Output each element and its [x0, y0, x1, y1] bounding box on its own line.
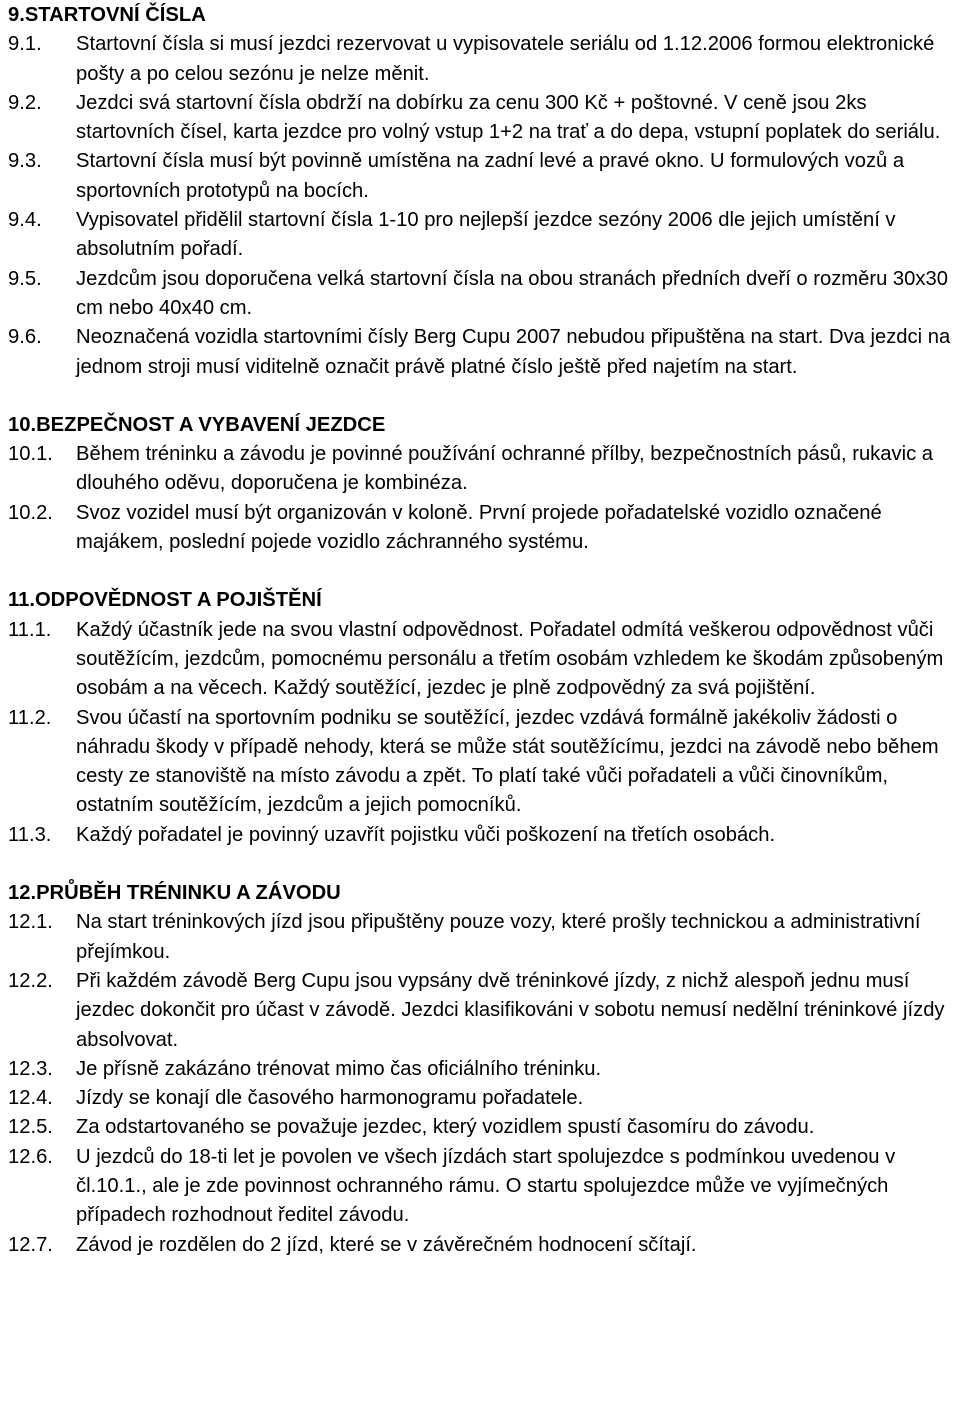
clause-number: 10.1. — [8, 443, 53, 466]
clause-text: Je přísně zakázáno trénovat mimo čas oficiálního tréninku. — [76, 1057, 602, 1080]
clause-number: 10.2. — [8, 501, 53, 524]
clause-9-3 — [8, 147, 954, 206]
clause-number: 9.3. — [8, 150, 42, 173]
clause-number: 11.1. — [8, 618, 52, 641]
clause-text: Během tréninku a závodu je povinné používání ochranné přílby, bezpečnostních pásů, rukavic a dlouhého oděvu, doporučena je kombinéza. — [76, 443, 934, 495]
clause-12-4 — [8, 1084, 954, 1113]
section-spacer — [8, 557, 954, 586]
section-title: ODPOVĚDNOST A POJIŠTĚNÍ — [34, 589, 322, 612]
clause-9-1 — [8, 30, 954, 89]
clause-text: Jízdy se konají dle časového harmonogramu pořadatele. — [76, 1087, 584, 1110]
section-heading — [8, 411, 954, 440]
clause-number: 11.2. — [8, 706, 52, 729]
clause-9-2 — [8, 89, 954, 148]
section-number: 9. — [8, 4, 25, 26]
clause-number: 12.4. — [8, 1087, 53, 1110]
clause-text: Vypisovatel přidělil startovní čísla 1-10 pro nejlepší jezdce sezóny 2006 dle jejich umístění v absolutním pořadí. — [76, 209, 896, 261]
section-9 — [8, 1, 954, 382]
clause-text: Jezdcům jsou doporučena velká startovní čísla na obou stranách předních dveří o rozměru 30x30 cm nebo 40x40 cm. — [76, 267, 948, 319]
clause-text: Při každém závodě Berg Cupu jsou vypsány dvě tréninkové jízdy, z nichž alespoň jednu musí jezdec dokončit pro účast v závodě. Jezdci klasifikováni v sobotu nemusí nedělní tréninkové jízdy absolvovat. — [76, 969, 945, 1051]
clause-text: Jezdci svá startovní čísla obdrží na dobírku za cenu 300 Kč + poštovné. V ceně jsou 2ks startovních čísel, karta jezdce pro volný vstup 1+2 na trať a do depa, vstupní poplatek do seriálu. — [76, 91, 941, 144]
section-11 — [8, 586, 954, 850]
clause-12-5 — [8, 1113, 954, 1142]
clause-number: 9.2. — [8, 91, 42, 114]
section-heading — [8, 1, 954, 30]
section-number: 12. — [8, 882, 37, 905]
clause-text: Na start tréninkových jízd jsou připuštěny pouze vozy, které prošly technickou a administrativní přejímkou. — [76, 911, 921, 963]
clause-text: Startovní čísla si musí jezdci rezervovat u vypisovatele seriálu od 1.12.2006 formou elektronické pošty a po celou sezónu je nelze měnit. — [76, 33, 935, 85]
clause-text: Svou účastí na sportovním podniku se soutěžící, jezdec vzdává formálně jakékoliv žádosti o náhradu škody v případě nehody, která se může stát soutěžícímu, jezdci na závodě nebo během cesty ze stanoviště na místo závodu a zpět. To platí také vůči pořadateli a vůči činovníkům, ostatním soutěžícím, jezdcům a jejich pomocníků. — [76, 706, 939, 817]
clause-11-3 — [8, 821, 954, 850]
section-number: 10. — [8, 413, 37, 436]
section-10 — [8, 411, 954, 557]
section-spacer — [8, 850, 954, 879]
clause-12-7 — [8, 1231, 954, 1260]
clause-number: 12.7. — [8, 1233, 53, 1256]
clause-10-1 — [8, 440, 954, 499]
section-spacer — [8, 382, 954, 411]
section-12 — [8, 879, 954, 1260]
clause-12-6 — [8, 1143, 954, 1231]
clause-10-2 — [8, 499, 954, 558]
clause-number: 9.6. — [8, 326, 42, 349]
clause-number: 12.3. — [8, 1057, 53, 1080]
clause-number: 12.6. — [8, 1145, 53, 1168]
clause-9-4 — [8, 206, 954, 265]
clause-text: Neoznačená vozidla startovními čísly Berg Cupu 2007 nebudou připuštěna na start. Dva jezdci na jednom stroji musí viditelně označit právě platné číslo ještě před najetím na start. — [76, 326, 951, 378]
clause-text: Každý účastník jede na svou vlastní odpovědnost. Pořadatel odmítá veškerou odpovědnost vůči soutěžícím, jezdcům, pomocnému personálu a třetím osobám vzhledem ke škodám způsobeným osobám a na věcech. Každý soutěžící, jezdec je plně zodpovědný za svá pojištění. — [76, 618, 944, 700]
section-title: STARTOVNÍ ČÍSLA — [24, 4, 206, 26]
clause-text: Startovní čísla musí být povinně umístěna na zadní levé a pravé okno. U formulových vozů a sportovních prototypů na bocích. — [76, 150, 905, 202]
clause-12-2 — [8, 967, 954, 1055]
clause-text: Svoz vozidel musí být organizován v koloně. První projede pořadatelské vozidlo označené majákem, poslední pojede vozidlo záchranného systému. — [76, 501, 882, 554]
section-heading — [8, 586, 954, 615]
clause-11-1 — [8, 616, 954, 704]
clause-number: 12.2. — [8, 969, 53, 992]
section-title: PRŮBĚH TRÉNINKU A ZÁVODU — [36, 882, 341, 905]
clause-text: Každý pořadatel je povinný uzavřít pojistku vůči poškození na třetích osobách. — [76, 823, 776, 846]
clause-number: 11.3. — [8, 823, 52, 846]
clause-text: Za odstartovaného se považuje jezdec, který vozidlem spustí časomíru do závodu. — [76, 1116, 815, 1139]
clause-9-5 — [8, 265, 954, 324]
clause-9-6 — [8, 323, 954, 382]
clause-number: 9.5. — [8, 267, 42, 290]
clause-11-2 — [8, 704, 954, 821]
clause-12-3 — [8, 1055, 954, 1084]
section-heading — [8, 879, 954, 908]
section-number: 11. — [8, 589, 35, 612]
clause-number: 12.5. — [8, 1116, 53, 1139]
section-title: BEZPEČNOST A VYBAVENÍ JEZDCE — [36, 413, 386, 436]
clause-12-1 — [8, 908, 954, 967]
clause-number: 9.1. — [8, 33, 42, 56]
clause-number: 9.4. — [8, 209, 42, 232]
clause-number: 12.1. — [8, 911, 53, 934]
clause-text: Závod je rozdělen do 2 jízd, které se v závěrečném hodnocení sčítají. — [76, 1233, 697, 1256]
clause-text: U jezdců do 18-ti let je povolen ve všech jízdách start spolujezdce s podmínkou uvedenou v čl.10.1., ale je zde povinnost ochranného rámu. O startu spolujezdce může ve vyjímečných případech rozhodnout ředitel závodu. — [76, 1145, 896, 1227]
